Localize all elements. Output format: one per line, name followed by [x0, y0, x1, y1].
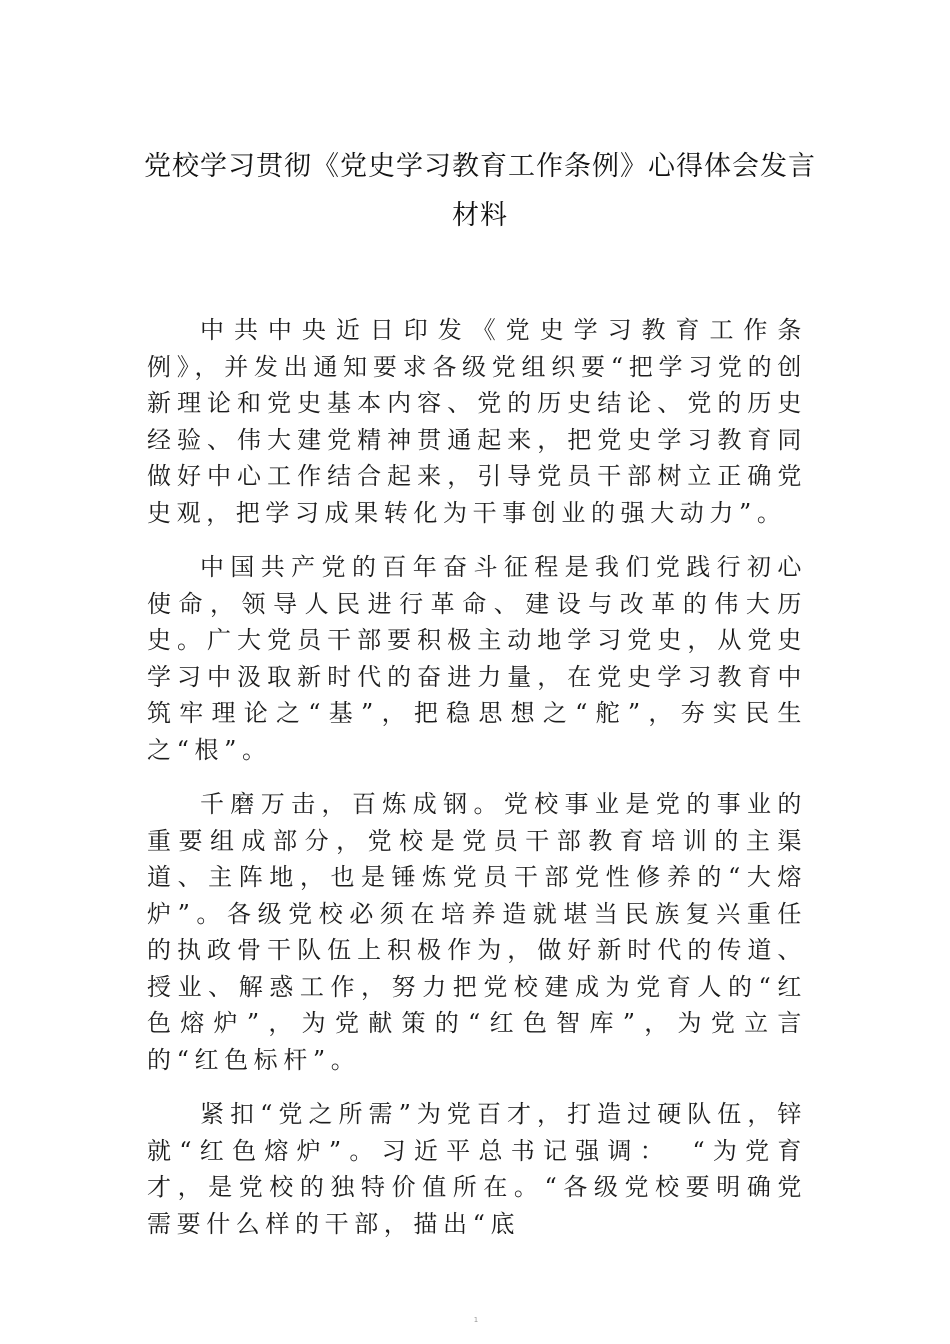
paragraph-4: 紧扣“党之所需”为党百才，打造过硬队伍，锌就“红色熔炉”。习近平总书记强调： “为党育才，是党校的独特价值所在。“各级党校要明确党需要什么样的干部，描出“底 [147, 1100, 807, 1238]
title-line-1: 党校学习贯彻《党史学习教育工作条例》心得体会发言 [144, 151, 816, 182]
document-body [147, 312, 807, 1260]
paragraph-2: 中国共产党的百年奋斗征程是我们党践行初心使命，领导人民进行革命、建设与改革的伟大历史。广大党员干部要积极主动地学习党史，从党史学习中汲取新时代的奋进力量，在党史学习教育中筑牢理论之“基”，把稳思想之“舵”，夯实民生之“根”。 [147, 553, 807, 764]
paragraph-1: 中共中央近日印发《党史学习教育工作条例》，并发出通知要求各级党组织要“把学习党的创新理论和党史基本内容、党的历史结论、党的历史经验、伟大建党精神贯通起来，把党史学习教育同做好中心工作结合起来，引导党员干部树立正确党史观，把学习成果转化为干事创业的强大动力”。 [147, 316, 807, 527]
page-number: 1 [473, 1316, 479, 1324]
document-title [140, 142, 820, 240]
title-line-2: 材料 [452, 200, 508, 231]
paragraph-3: 千磨万击，百炼成钢。党校事业是党的事业的重要组成部分，党校是党员干部教育培训的主渠道、主阵地，也是锤炼党员干部党性修养的“大熔炉”。各级党校必须在培养造就堪当民族复兴重任的执政骨干队伍上积极作为，做好新时代的传道、授业、解惑工作，努力把党校建成为党育人的“红色熔炉”，为党献策的“红色智库”，为党立言的“红色标杆”。 [147, 790, 807, 1074]
